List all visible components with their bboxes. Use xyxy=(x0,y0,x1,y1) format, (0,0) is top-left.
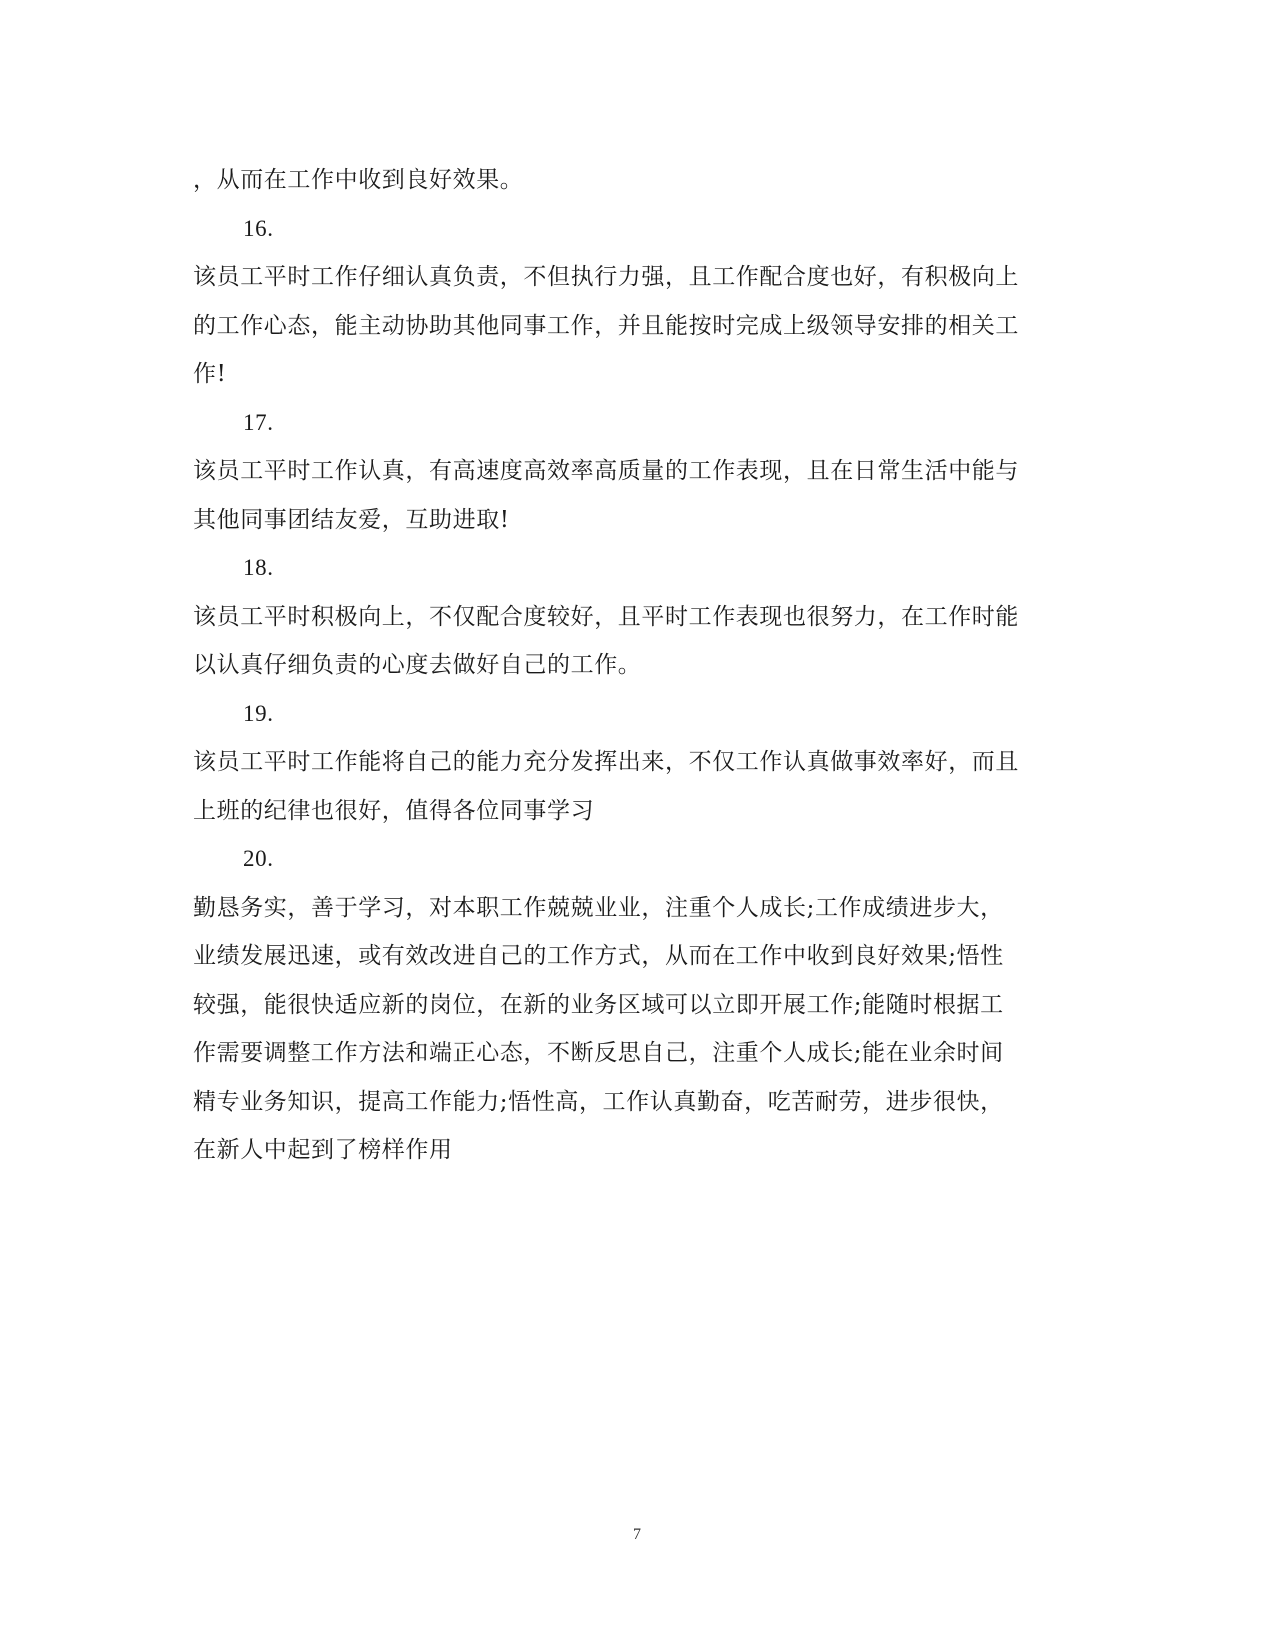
item-number: 18. xyxy=(243,555,274,580)
text-line: 该员工平时积极向上，不仅配合度较好，且平时工作表现也很努力，在工作时能 xyxy=(193,603,1019,630)
item-number: 19. xyxy=(243,700,274,726)
text-line: 精专业务知识，提高工作能力;悟性高，工作认真勤奋，吃苦耐劳，进步很快， xyxy=(193,1088,1004,1115)
text-line: 上班的纪律也很好，值得各位同事学习 xyxy=(193,797,595,824)
text-line: 该员工平时工作能将自己的能力充分发挥出来，不仅工作认真做事效率好，而且 xyxy=(193,749,1019,775)
text-line: 勤恳务实，善于学习，对本职工作兢兢业业，注重个人成长;工作成绩进步大， xyxy=(193,894,1004,921)
text-line: ，从而在工作中收到良好效果。 xyxy=(193,167,524,193)
page-number: 7 xyxy=(633,1526,641,1543)
text-line: 的工作心态，能主动协助其他同事工作，并且能按时完成上级领导安排的相关工 xyxy=(193,312,1019,339)
document-body xyxy=(193,156,1073,1175)
text-line: 作需要调整工作方法和端正心态，不断反思自己，注重个人成长;能在业余时间 xyxy=(193,1040,1004,1066)
text-line: 作! xyxy=(193,361,227,387)
text-line: 以认真仔细负责的心度去做好自己的工作。 xyxy=(193,652,642,678)
text-line: 其他同事团结友爱，互助进取! xyxy=(193,506,510,533)
item-number: 20. xyxy=(243,846,274,871)
text-line: 该员工平时工作仔细认真负责，不但执行力强，且工作配合度也好，有积极向上 xyxy=(193,264,1019,290)
text-line: 该员工平时工作认真，有高速度高效率高质量的工作表现，且在日常生活中能与 xyxy=(193,458,1019,484)
item-number: 17. xyxy=(243,409,274,435)
item-number: 16. xyxy=(243,215,274,241)
text-line: 较强，能很快适应新的岗位，在新的业务区域可以立即开展工作;能随时根据工 xyxy=(193,991,1004,1018)
text-line: 在新人中起到了榜样作用 xyxy=(193,1137,453,1163)
text-line: 业绩发展迅速，或有效改进自己的工作方式，从而在工作中收到良好效果;悟性 xyxy=(193,943,1004,969)
